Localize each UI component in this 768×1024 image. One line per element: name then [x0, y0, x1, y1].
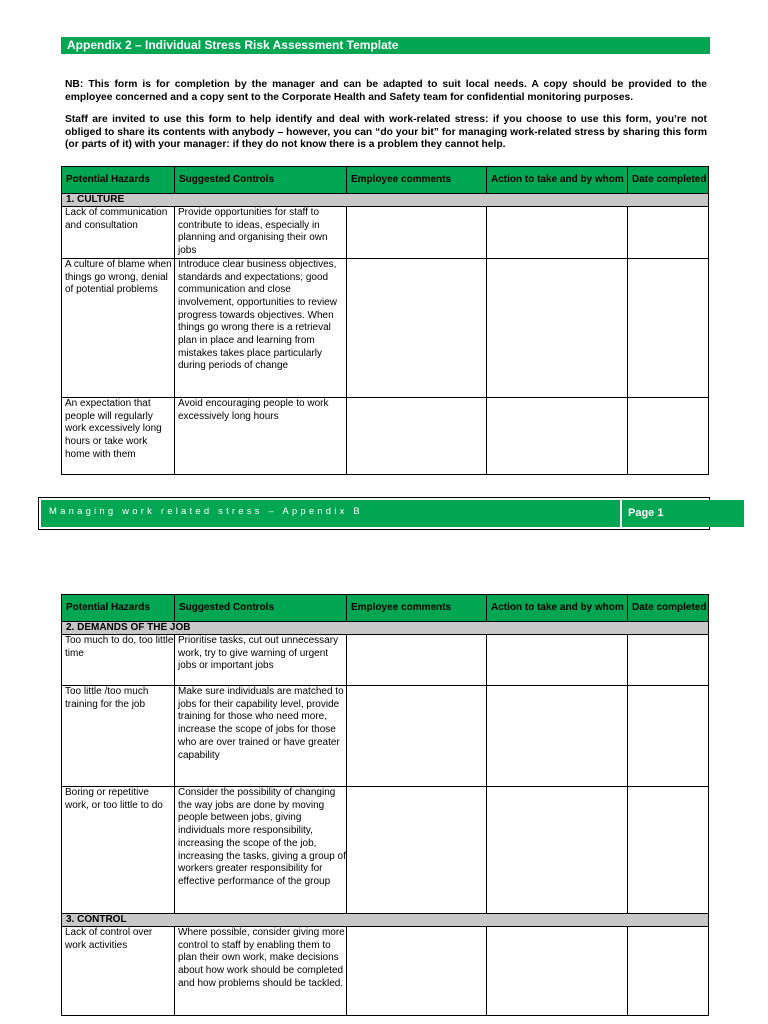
- action-cell[interactable]: [487, 686, 628, 787]
- control-cell: Make sure individuals are matched to jobs for their capability level, provide training for those who need more, increase the scope of jobs for those who are over trained or have greater capability: [175, 686, 347, 787]
- comments-cell[interactable]: [347, 927, 487, 1016]
- table-row: [62, 397, 709, 474]
- comments-cell[interactable]: [347, 258, 487, 397]
- hazard-cell: Too much to do, too little time: [62, 635, 175, 686]
- table-row: [62, 927, 709, 1016]
- date-cell[interactable]: [628, 927, 709, 1016]
- header-controls: Suggested Controls: [175, 595, 347, 622]
- section-demands: 2. DEMANDS OF THE JOB: [62, 622, 709, 635]
- header-action: Action to take and by whom: [487, 167, 628, 194]
- action-cell[interactable]: [487, 927, 628, 1016]
- header-comments: Employee comments: [347, 167, 487, 194]
- header-date: Date completed: [628, 167, 709, 194]
- hazard-cell: Lack of control over work activities: [62, 927, 175, 1016]
- hazard-cell: Boring or repetitive work, or too little to do: [62, 787, 175, 914]
- comments-cell[interactable]: [347, 207, 487, 259]
- comments-cell[interactable]: [347, 787, 487, 914]
- date-cell[interactable]: [628, 635, 709, 686]
- section-culture: 1. CULTURE: [62, 194, 709, 207]
- table-row: [62, 686, 709, 787]
- date-cell[interactable]: [628, 207, 709, 259]
- comments-cell[interactable]: [347, 635, 487, 686]
- control-cell: Avoid encouraging people to work excessively long hours: [175, 397, 347, 474]
- header-comments: Employee comments: [347, 595, 487, 622]
- assessment-table-culture: [61, 166, 709, 475]
- control-cell: Provide opportunities for staff to contribute to ideas, especially in planning and organising their own jobs: [175, 207, 347, 259]
- comments-cell[interactable]: [347, 397, 487, 474]
- hazard-cell: An expectation that people will regularly work excessively long hours or take work home with them: [62, 397, 175, 474]
- page-title: Appendix 2 – Individual Stress Risk Assessment Template: [61, 37, 710, 54]
- header-date: Date completed: [628, 595, 709, 622]
- comments-cell[interactable]: [347, 686, 487, 787]
- action-cell[interactable]: [487, 207, 628, 259]
- control-cell: Where possible, consider giving more control to staff by enabling them to plan their own work, make decisions about how work should be completed and how problems should be tackled.: [175, 927, 347, 1016]
- table-header-row: [62, 167, 709, 194]
- date-cell[interactable]: [628, 686, 709, 787]
- hazard-cell: A culture of blame when things go wrong, denial of potential problems: [62, 258, 175, 397]
- table-row: [62, 207, 709, 259]
- date-cell[interactable]: [628, 258, 709, 397]
- page-footer: [38, 497, 710, 530]
- control-cell: Consider the possibility of changing the way jobs are done by moving people between jobs, giving individuals more responsibility, increasing the scope of the job, increasing the tasks, giving a group of workers greater responsibility for effective performance of the group: [175, 787, 347, 914]
- footer-page-number: Page 1: [622, 500, 744, 527]
- table-row: [62, 258, 709, 397]
- section-row: [62, 194, 709, 207]
- date-cell[interactable]: [628, 787, 709, 914]
- action-cell[interactable]: [487, 787, 628, 914]
- footer-doc-title: Managing work related stress – Appendix B: [41, 500, 620, 527]
- header-hazards: Potential Hazards: [62, 167, 175, 194]
- hazard-cell: Lack of communication and consultation: [62, 207, 175, 259]
- assessment-table-demands: [61, 594, 709, 1016]
- section-row: [62, 914, 709, 927]
- hazard-cell: Too little /too much training for the job: [62, 686, 175, 787]
- header-hazards: Potential Hazards: [62, 595, 175, 622]
- table-row: [62, 635, 709, 686]
- action-cell[interactable]: [487, 258, 628, 397]
- control-cell: Prioritise tasks, cut out unnecessary work, try to give warning of urgent jobs or important jobs: [175, 635, 347, 686]
- header-action: Action to take and by whom: [487, 595, 628, 622]
- date-cell[interactable]: [628, 397, 709, 474]
- action-cell[interactable]: [487, 397, 628, 474]
- table-row: [62, 787, 709, 914]
- table-header-row: [62, 595, 709, 622]
- header-controls: Suggested Controls: [175, 167, 347, 194]
- control-cell: Introduce clear business objectives, standards and expectations; good communication and close involvement, opportunities to review progress towards objectives. When things go wrong there is a retrieval plan in place and learning from mistakes takes place particularly during periods of change: [175, 258, 347, 397]
- section-control: 3. CONTROL: [62, 914, 709, 927]
- invite-paragraph: Staff are invited to use this form to help identify and deal with work-related stress: if you choose to use this form, you’re not obliged to share its contents with anybody – however, you can “do your bit” for managing work-related stress by sharing this form (or parts of it) with your manager: if they do not know there is a problem they cannot help.: [65, 114, 707, 150]
- note-paragraph: NB: This form is for completion by the manager and can be adapted to suit local needs. A copy should be provided to the employee concerned and a copy sent to the Corporate Health and Safety team for confidential monitoring purposes.: [65, 79, 707, 103]
- section-row: [62, 622, 709, 635]
- action-cell[interactable]: [487, 635, 628, 686]
